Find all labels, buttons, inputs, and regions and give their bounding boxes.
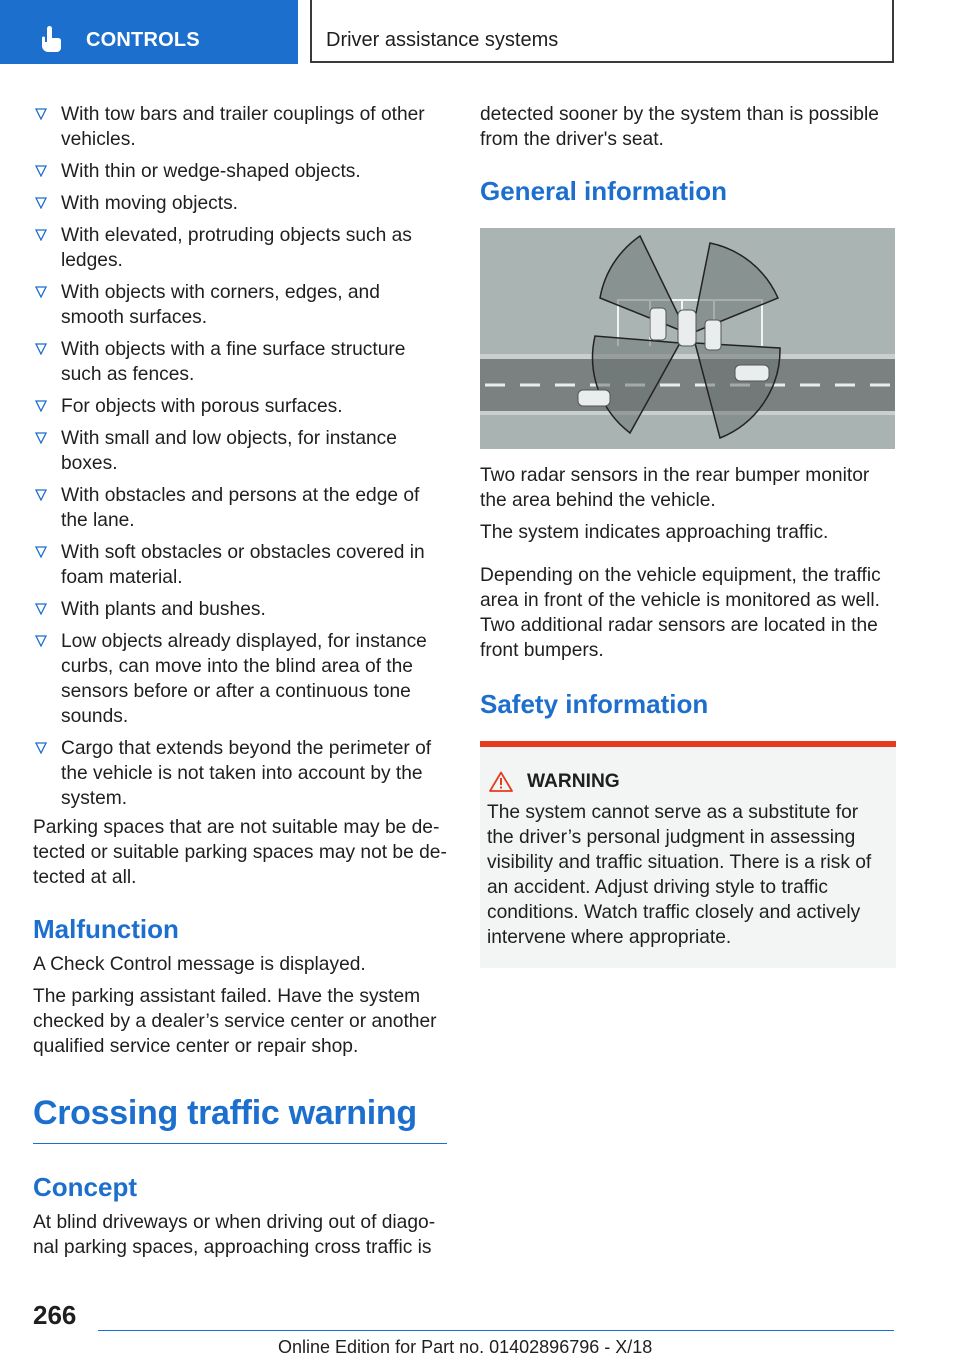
list-item <box>33 540 447 590</box>
triangle-bullet-icon <box>35 343 47 355</box>
list-item <box>33 223 447 273</box>
section-label: Driver assistance systems <box>326 29 559 51</box>
triangle-bullet-icon <box>35 546 47 558</box>
list-item <box>33 191 447 216</box>
limitations-list <box>33 102 447 811</box>
list-item-text: With tow bars and trailer couplings of other vehicles. <box>61 104 425 150</box>
list-item-text: With small and low objects, for instance boxes. <box>61 428 397 474</box>
malfunction-heading: Malfunction <box>33 914 179 944</box>
section-header <box>310 0 894 63</box>
triangle-bullet-icon <box>35 400 47 412</box>
triangle-bullet-icon <box>35 197 47 209</box>
triangle-bullet-icon <box>35 603 47 615</box>
right-column <box>480 102 896 968</box>
list-item <box>33 597 447 622</box>
concept-text: At blind driveways or when driving out of diagonal parking spaces, approaching cross traffic is <box>33 1212 436 1258</box>
triangle-bullet-icon <box>35 108 47 120</box>
warning-triangle-icon <box>489 771 513 792</box>
list-item-text: With objects with corners, edges, and smooth surfaces. <box>61 282 380 328</box>
triangle-bullet-icon <box>35 229 47 241</box>
list-item-text: With thin or wedge-shaped objects. <box>61 161 361 182</box>
list-item <box>33 102 447 152</box>
list-item <box>33 394 447 419</box>
chapter-label: CONTROLS <box>86 29 200 51</box>
malfunction-text-2: The parking assistant failed. Have the system checked by a dealer’s service center or another qualified service center or repair shop. <box>33 986 437 1057</box>
list-item <box>33 629 447 729</box>
list-item-text: With elevated, protruding objects such as ledges. <box>61 225 412 271</box>
general-text-3: Depending on the vehicle equipment, the traffic area in front of the vehicle is monitored as well. Two additional radar sensors are located in the front bumpers. <box>480 565 881 661</box>
malfunction-text-1: A Check Control message is displayed. <box>33 954 366 975</box>
list-item <box>33 736 447 811</box>
triangle-bullet-icon <box>35 489 47 501</box>
page-number: 266 <box>33 1300 77 1330</box>
list-item <box>33 337 447 387</box>
list-item-text: For objects with porous surfaces. <box>61 396 343 417</box>
triangle-bullet-icon <box>35 742 47 754</box>
warning-box <box>480 741 896 968</box>
list-item <box>33 483 447 533</box>
footer-divider <box>98 1330 894 1331</box>
list-item-text: With obstacles and persons at the edge of the lane. <box>61 485 420 531</box>
section-heading: Crossing traffic warning <box>33 1093 447 1144</box>
list-item <box>33 159 447 184</box>
triangle-bullet-icon <box>35 635 47 647</box>
safety-heading: Safety information <box>480 689 709 719</box>
list-item-text: Cargo that extends beyond the perimeter of the vehicle is not taken into account by the system. <box>61 738 432 809</box>
warning-header <box>487 769 890 794</box>
warning-label: WARNING <box>527 771 620 792</box>
general-text-2: The system indicates approaching traffic. <box>480 522 829 543</box>
general-text-1: Two radar sensors in the rear bumper monitor the area behind the vehicle. <box>480 465 870 511</box>
list-item-text: With plants and bushes. <box>61 599 266 620</box>
general-heading: General information <box>480 176 728 206</box>
concept-heading: Concept <box>33 1172 137 1202</box>
warning-text: The system cannot serve as a substitute for the driver’s personal judgment in assessing visibility and traffic situation. There is a risk of an accident. Adjust driving style to traffic conditions. Watch traffic closely and actively intervene where appropriate. <box>487 802 872 948</box>
edition-text: Online Edition for Part no. 01402896796 - X/18 <box>278 1337 653 1357</box>
hand-pointer-icon <box>38 26 64 52</box>
parking-note: Parking spaces that are not suitable may be detected or suitable parking spaces may not be detected at all. <box>33 817 447 888</box>
chapter-tab[interactable] <box>0 0 298 64</box>
list-item <box>33 426 447 476</box>
radar-coverage-illustration <box>480 228 895 449</box>
triangle-bullet-icon <box>35 432 47 444</box>
list-item <box>33 280 447 330</box>
triangle-bullet-icon <box>35 286 47 298</box>
list-item-text: Low objects already displayed, for instance curbs, can move into the blind area of the sensors before or after a continuous tone sounds. <box>61 631 427 727</box>
continued-text: detected sooner by the system than is possible from the driver's seat. <box>480 104 879 150</box>
list-item-text: With moving objects. <box>61 193 239 214</box>
list-item-text: With soft obstacles or obstacles covered in foam material. <box>61 542 425 588</box>
triangle-bullet-icon <box>35 165 47 177</box>
list-item-text: With objects with a fine surface structure such as fences. <box>61 339 406 385</box>
left-column <box>33 102 447 1267</box>
